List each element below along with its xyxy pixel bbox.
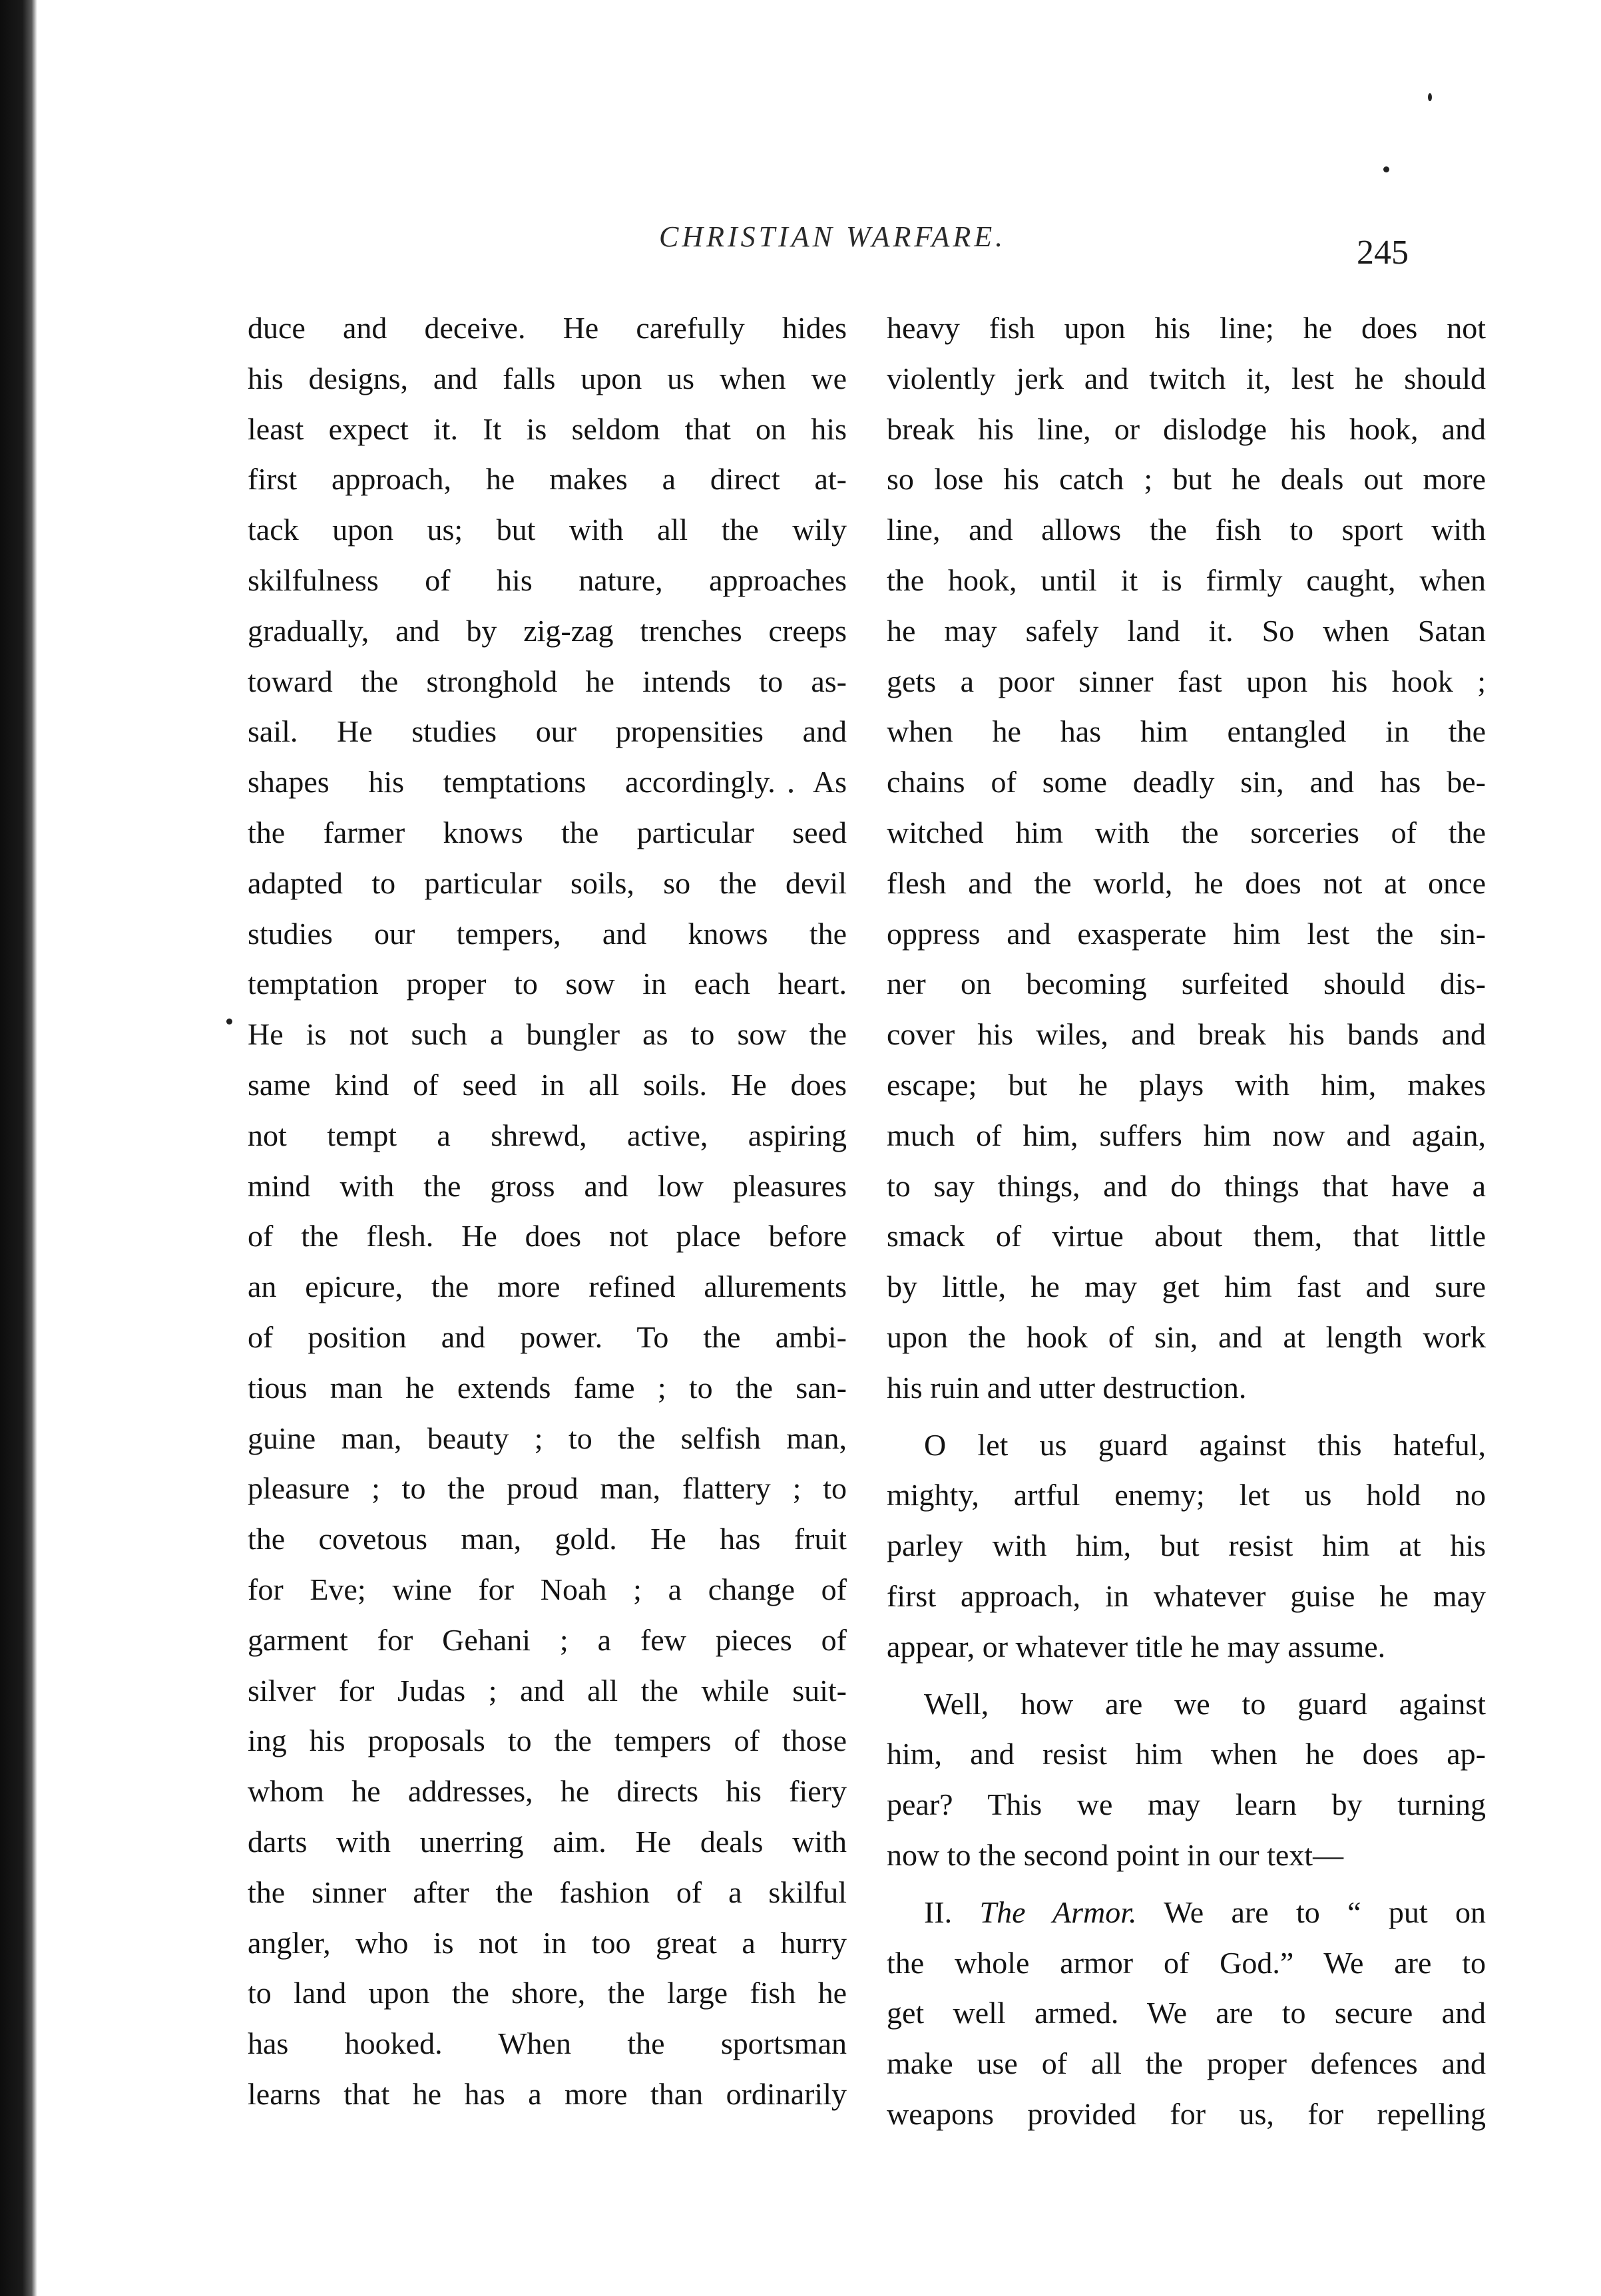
paragraph (887, 1887, 1486, 2140)
ink-speck (1428, 93, 1432, 101)
text-line: whom he addresses, he directs his fiery (248, 1774, 847, 1809)
text-line: appear, or whatever title he may assume. (887, 1629, 1386, 1664)
text-line: much of him, suffers him now and again, (887, 1118, 1486, 1152)
paragraph-gap (887, 1672, 1486, 1679)
paragraph (887, 1420, 1486, 1672)
text-line: cover his wiles, and break his bands and (887, 1017, 1486, 1052)
text-line: studies our tempers, and knows the (248, 916, 847, 951)
text-line: his ruin and utter destruction. (887, 1370, 1247, 1405)
text-line: garment for Gehani ; a few pieces of (248, 1622, 847, 1657)
text-line: toward the stronghold he intends to as- (248, 664, 847, 698)
text-line: the sinner after the fashion of a skilful (248, 1875, 847, 1909)
text-line: mighty, artful enemy; let us hold no (887, 1478, 1486, 1512)
text-line: break his line, or dislodge his hook, and (887, 411, 1486, 446)
text-line: witched him with the sorceries of the (887, 815, 1486, 849)
text-line: the farmer knows the particular seed (248, 815, 847, 849)
text-line: gradually, and by zig-zag trenches creeps (248, 613, 847, 648)
text-line: not tempt a shrewd, active, aspiring (248, 1118, 847, 1152)
text-line: upon the hook of sin, and at length work (887, 1319, 1486, 1354)
text-line: adapted to particular soils, so the devil (248, 865, 847, 900)
book-spine-shadow (0, 0, 37, 2296)
text-line: smack of virtue about them, that little (887, 1219, 1486, 1254)
heading-line-text: We are to “ put on (1164, 1895, 1486, 1929)
text-line: darts with unerring aim. He deals with (248, 1824, 847, 1859)
text-line: mind with the gross and low pleasures (248, 1168, 847, 1203)
text-line: line, and allows the fish to sport with (887, 513, 1486, 547)
text-line: of the flesh. He does not place before (248, 1219, 847, 1254)
text-line: for Eve; wine for Noah ; a change of (248, 1572, 847, 1606)
ink-speck (1383, 166, 1389, 172)
text-line: pear? This we may learn by turning (887, 1787, 1486, 1822)
text-line: first approach, in whatever guise he may (887, 1578, 1486, 1613)
text-line: temptation proper to sow in each heart. (248, 967, 847, 1001)
text-line: duce and deceive. He carefully hides (248, 311, 847, 345)
text-line: the hook, until it is firmly caught, when (887, 563, 1486, 597)
text-line: angler, who is not in too great a hurry (248, 1925, 847, 1960)
page-number: 245 (1357, 234, 1409, 272)
text-line: silver for Judas ; and all the while suit- (248, 1673, 847, 1708)
text-line: He is not such a bungler as to sow the (248, 1017, 847, 1052)
text-line: the covetous man, gold. He has fruit (248, 1522, 847, 1556)
paragraph (887, 303, 1486, 1413)
text-line: of position and power. To the ambi- (248, 1319, 847, 1354)
text-line: learns that he has a more than ordinarily (248, 2076, 847, 2111)
text-line: O let us guard against this hateful, (924, 1427, 1486, 1462)
text-line: him, and resist him when he does ap- (887, 1737, 1486, 1771)
text-line: make use of all the proper defences and (887, 2046, 1486, 2081)
text-line: flesh and the world, he does not at once (887, 865, 1486, 900)
text-line: by little, he may get him fast and sure (887, 1269, 1486, 1304)
text-line: violently jerk and twitch it, lest he should (887, 361, 1486, 395)
paragraph (887, 1679, 1486, 1881)
text-line: shapes his temptations accordingly. As (248, 765, 847, 800)
text-line: skilfulness of his nature, approaches (248, 563, 847, 597)
left-column (248, 303, 847, 2120)
text-line: he may safely land it. So when Satan (887, 613, 1486, 648)
text-line: ing his proposals to the tempers of those (248, 1723, 847, 1758)
text-line: escape; but he plays with him, makes (887, 1067, 1486, 1102)
text-line: his designs, and falls upon us when we (248, 361, 847, 395)
text-line: chains of some deadly sin, and has be- (887, 765, 1486, 800)
text-line: has hooked. When the sportsman (248, 2026, 847, 2061)
text-line: the whole armor of God.” We are to (887, 1945, 1486, 1980)
text-line: ner on becoming surfeited should dis- (887, 967, 1486, 1001)
text-line: so lose his catch ; but he deals out more (887, 462, 1486, 497)
text-line: heavy fish upon his line; he does not (887, 311, 1486, 345)
text-line: when he has him entangled in the (887, 714, 1486, 749)
text-line: gets a poor sinner fast upon his hook ; (887, 664, 1486, 698)
text-line: guine man, beauty ; to the selfish man, (248, 1421, 847, 1455)
ink-speck (226, 1019, 232, 1025)
running-head: CHRISTIAN WARFARE. (659, 220, 1007, 253)
paragraph-gap (887, 1413, 1486, 1420)
text-line: same kind of seed in all soils. He does (248, 1067, 847, 1102)
text-line: pleasure ; to the proud man, flattery ; to (248, 1471, 847, 1506)
text-line: oppress and exasperate him lest the sin- (887, 916, 1486, 951)
text-line: an epicure, the more refined allurements (248, 1269, 847, 1304)
section-numeral: II. (924, 1895, 953, 1929)
text-line: least expect it. It is seldom that on his (248, 411, 847, 446)
text-line: weapons provided for us, for repelling (887, 2096, 1486, 2131)
text-line: first approach, he makes a direct at- (248, 462, 847, 497)
text-line: get well armed. We are to secure and (887, 1996, 1486, 2030)
text-line: parley with him, but resist him at his (887, 1528, 1486, 1563)
text-line: to land upon the shore, the large fish he (248, 1976, 847, 2010)
text-line: tious man he extends fame ; to the san- (248, 1370, 847, 1405)
text-line: tack upon us; but with all the wily (248, 513, 847, 547)
section-heading-line (887, 1887, 1486, 1938)
paragraph-gap (887, 1881, 1486, 1887)
text-line: to say things, and do things that have a (887, 1168, 1486, 1203)
right-column (887, 303, 1486, 2140)
section-heading: The Armor. (979, 1895, 1137, 1929)
text-line: now to the second point in our text— (887, 1837, 1344, 1872)
text-line: Well, how are we to guard against (924, 1686, 1486, 1721)
text-line: sail. He studies our propensities and (248, 714, 847, 749)
